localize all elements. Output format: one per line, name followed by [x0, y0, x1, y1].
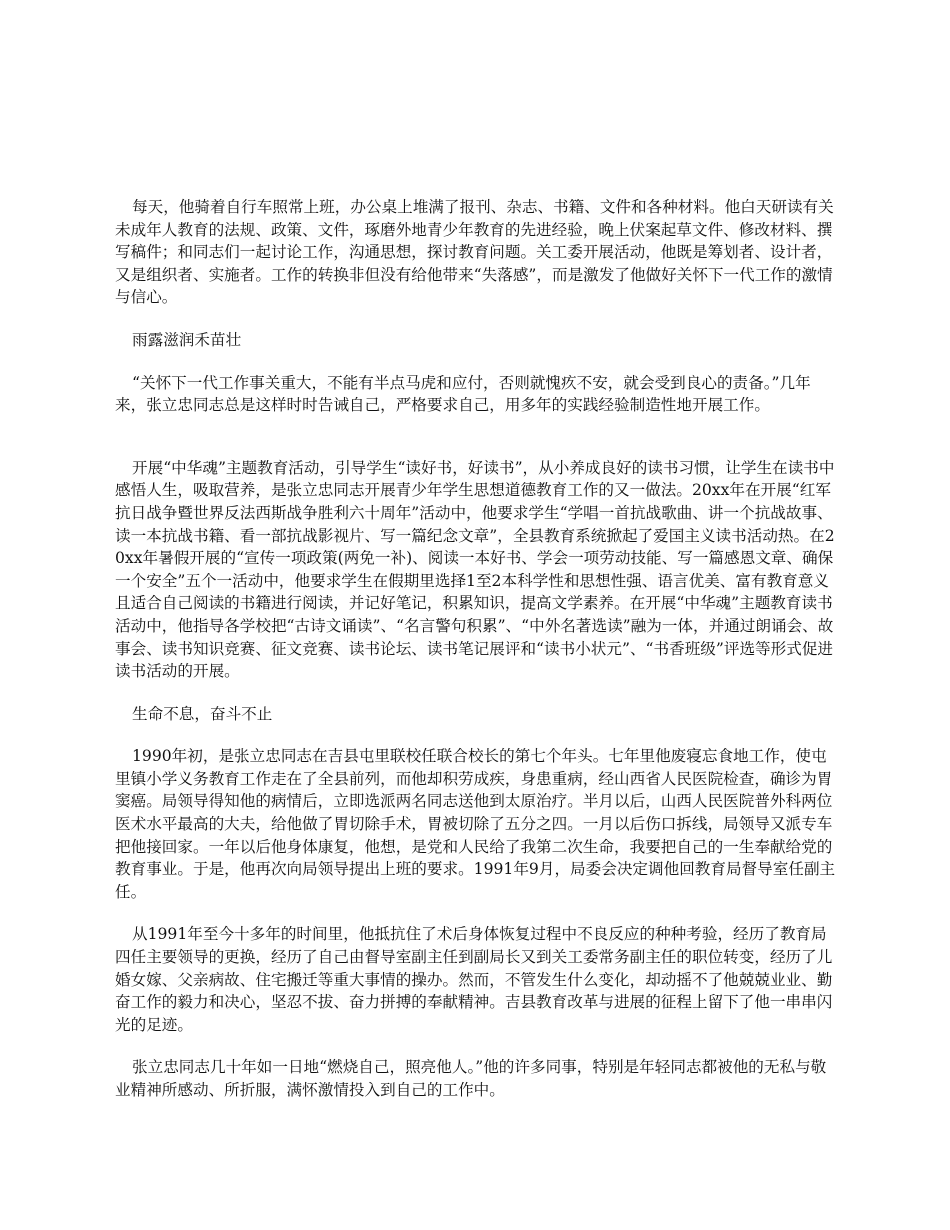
- paragraph-daily-work: 每天，他骑着自行车照常上班，办公桌上堆满了报刊、杂志、书籍、文件和各种材料。他白天研读有关未成年人教育的法规、政策、文件，琢磨外地青少年教育的先进经验，晚上伏案起草文件、修改材料、撰写稿件；和同志们一起讨论工作，沟通思想，探讨教育问题。关工委开展活动，他既是筹划者、设计者，又是组织者、实施者。工作的转换非但没有给他带来“失落感”，而是激发了他做好关怀下一代工作的激情与信心。: [115, 198, 834, 307]
- paragraph-illness-1990: 1990年初，是张立忠同志在吉县屯里联校任联合校长的第七个年头。七年里他废寝忘食地工作，使屯里镇小学义务教育工作走在了全县前列，而他却积劳成疾，身患重病，经山西省人民医院检查，确诊为胃窦癌。局领导得知他的病情后，立即选派两名同志送他到太原治疗。半月以后，山西人民医院普外科两位医术水平最高的大夫，给他做了胃切除手术，胃被切除了五分之四。一月以后伤口拆线，局领导又派专车把他接回家。一年以后他身体康复，他想，是党和人民给了我第二次生命，我要把自己的一生奉献给党的教育事业。于是，他再次向局领导提出上班的要求。1991年9月，局委会决定调他回教育局督导室任副主任。: [115, 747, 836, 901]
- paragraph-inspiration: 张立忠同志几十年如一日地“燃烧自己，照亮他人。”他的许多同事，特别是年轻同志都被他的无私与敬业精神所感动、所折服，满怀激情投入到自己的工作中。: [115, 1058, 827, 1099]
- paragraph-reading-activities: 开展“中华魂”主题教育活动，引导学生“读好书，好读书”，从小养成良好的读书习惯，让学生在读书中感悟人生，吸取营养，是张立忠同志开展青少年学生思想道德教育工作的又一做法。20xx年在开展“红军抗日战争暨世界反法西斯战争胜利六十周年”活动中，他要求学生“学唱一首抗战歌曲、讲一个抗战故事、读一本抗战书籍、看一部抗战影视片、写一篇纪念文章”，全县教育系统掀起了爱国主义读书活动热。在20xx年暑假开展的“宣传一项政策(两免一补)、阅读一本好书、学会一项劳动技能、写一篇感恩文章、确保一个安全”五个一活动中，他要求学生在假期里选择1至2本科学性和思想性强、语言优美、富有教育意义且适合自己阅读的书籍进行阅读，并记好笔记，积累知识，提高文学素养。在开展“中华魂”主题教育读书活动中，他指导各学校把“古诗文诵读”、“名言警句积累”、“中外名著选读”融为一体，并通过朗诵会、故事会、读书知识竞赛、征文竞赛、读书论坛、读书笔记展评和“读书小状元”、“书香班级”评选等形式促进读书活动的开展。: [115, 458, 835, 681]
- section-heading-life-struggle: 生命不息，奋斗不止: [132, 704, 273, 723]
- blank-gap: [115, 437, 840, 457]
- paragraph-since-1991: 从1991年至今十多年的时间里，他抵抗住了术后身体恢复过程中不良反应的种种考验，经历了教育局四任主要领导的更换，经历了自己由督导室副主任到副局长又到关工委常务副主任的职位转变，经历了儿婚女嫁、父亲病故、住宅搬迁等重大事情的操办。然而，不管发生什么变化，却动摇不了他兢兢业业、勤奋工作的毅力和决心，坚忍不拔、奋力拼搏的奉献精神。吉县教育改革与进展的征程上留下了他一串串闪光的足迹。: [115, 925, 833, 1034]
- paragraph-responsibility: “关怀下一代工作事关重大，不能有半点马虎和应付，否则就愧疚不安，就会受到良心的责备。”几年来，张立忠同志总是这样时时告诫自己，严格要求自己，用多年的实践经验制造性地开展工作。: [115, 373, 811, 415]
- section-heading-rain-nourishes: 雨露滋润禾苗壮: [132, 330, 242, 349]
- document-body: [115, 196, 840, 1122]
